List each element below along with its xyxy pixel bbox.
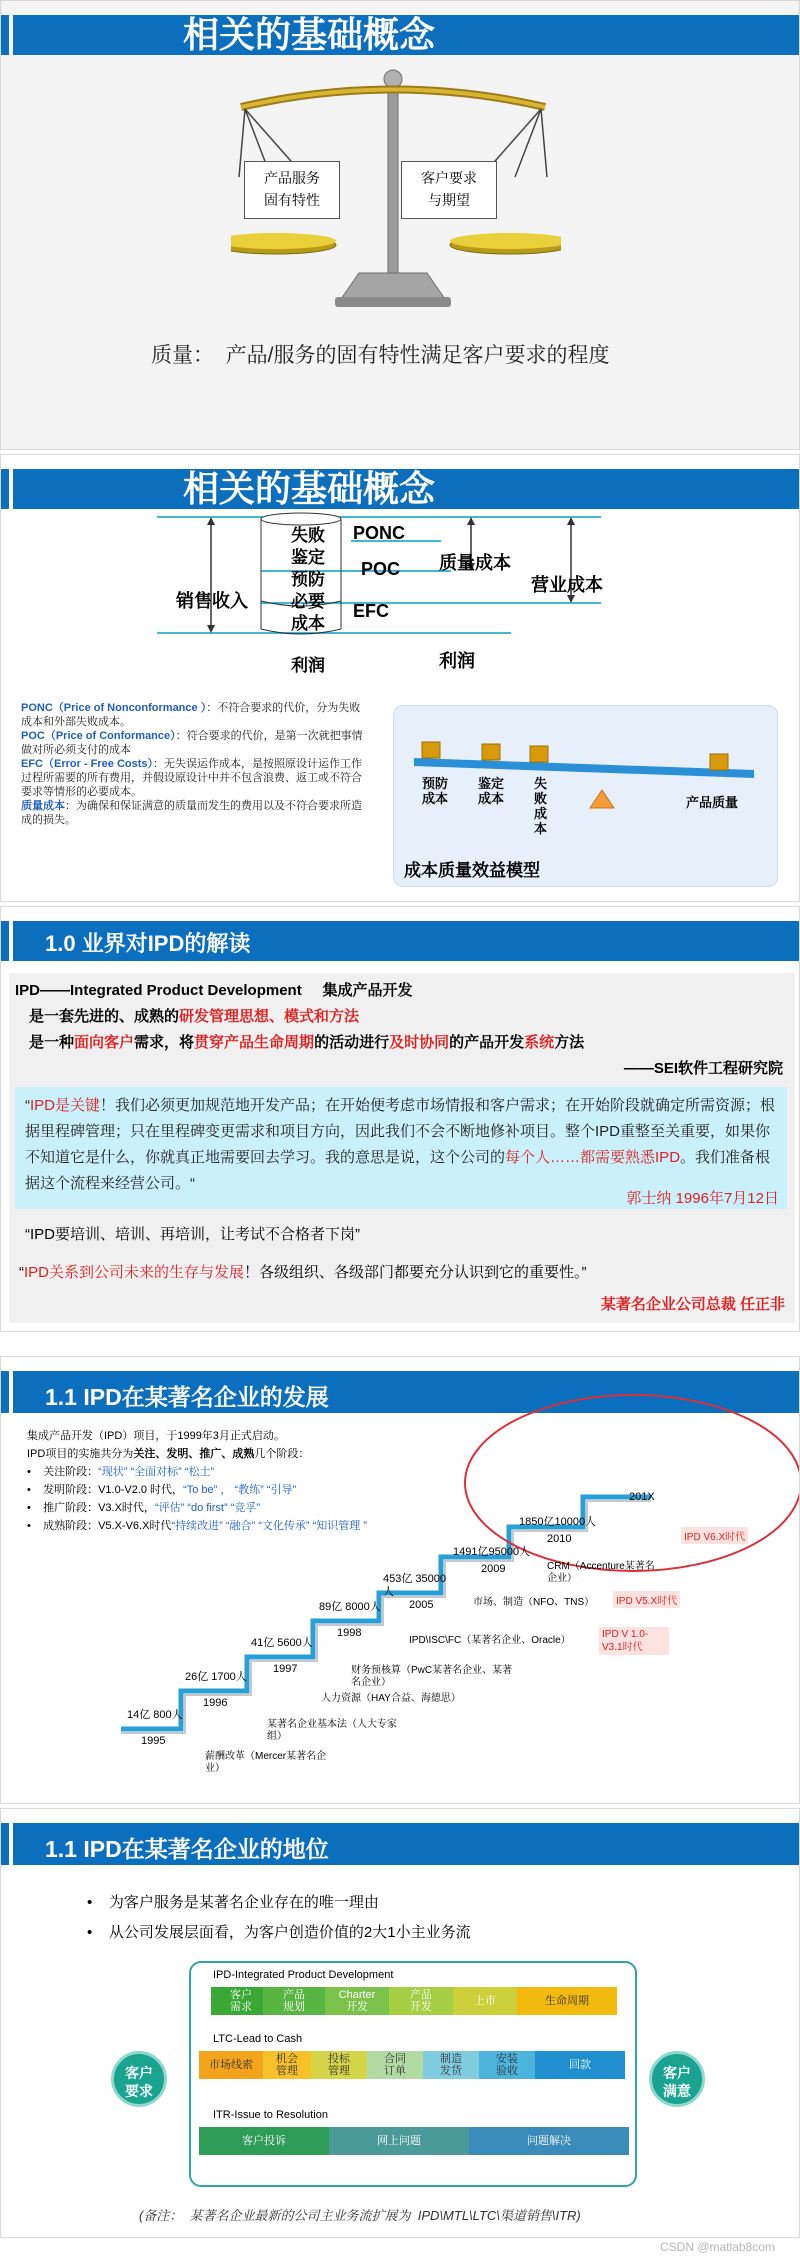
ipd-step-6: 生命周期 — [517, 1987, 617, 2015]
profit-label: 利润 — [439, 651, 475, 671]
phase-label: 关注阶段： — [43, 1466, 99, 1478]
stack-label-2: 鉴定 — [291, 548, 325, 567]
step-desc-1995: 薪酬改革（Mercer某著名企业） — [205, 1751, 327, 1774]
ren-signature: 某著名企业公司总裁 任正非 — [600, 1296, 785, 1313]
step-desc-2005: IPD\ISC\FC（某著名企业、Oracle） — [409, 1635, 571, 1646]
ipd-line-3g: 的产品开发 — [449, 1034, 525, 1051]
label-product-quality: 产品质量 — [686, 795, 739, 810]
title-accent — [1, 15, 9, 55]
slide-title: 相关的基础概念 — [183, 14, 436, 55]
bullet-1: • 为客户服务是某著名企业存在的唯一理由 — [87, 1894, 379, 1911]
ipd-step-1: 客户 需求 — [211, 1987, 271, 2015]
ponc-label: PONC — [353, 523, 406, 543]
step-year-2010: 2010 — [547, 1533, 572, 1545]
ipd-flow-label: IPD-Integrated Product Development — [213, 1969, 394, 1981]
quote-open: “ — [25, 1097, 30, 1114]
flow-note: (备注： 某著名企业最新的公司主业务流扩展为 IPD\MTL\LTC\渠道销售\ITR) — [139, 2208, 581, 2223]
model-caption: 成本质量效益模型 — [404, 861, 540, 880]
label-appraise-cost: 鉴定 成本 — [478, 776, 505, 806]
definition-efc — [21, 757, 371, 799]
phase-keywords: “现状” “全面对标” “松土” — [98, 1466, 215, 1478]
left-plate-label: 产品服务 固有特性 — [244, 161, 340, 219]
sei-attribution: ——SEI软件工程研究院 — [623, 1060, 783, 1077]
ipd-line: IPD——Integrated Product Development 集成产品开发 — [15, 982, 413, 999]
definition-poc — [21, 729, 371, 757]
future-quote — [19, 1261, 587, 1282]
step-desc-2010: CRM（Accenture某著名企业） — [547, 1561, 655, 1584]
quote-signature: 郭士纳 1996年7月12日 — [626, 1190, 779, 1207]
bullet-1-text: 为客户服务是某著名企业存在的唯一理由 — [108, 1894, 379, 1911]
ipd-step-3: Charter 开发 — [325, 1987, 389, 2015]
step-revenue-2009: 1491亿95000人 — [453, 1546, 531, 1558]
ipd-line-3a: 是一种 — [29, 1034, 75, 1051]
label-prevent-cost: 预防 成本 — [422, 776, 449, 806]
step-year-2005: 2005 — [409, 1599, 434, 1611]
step-desc-1996: 某著名企业基本法（人大专家组） — [267, 1719, 397, 1742]
bullet-2: • 从公司发展层面看，为客户创造价值的2大1小主业务流 — [87, 1924, 471, 1941]
phase-keywords: “To be” ， “教练” “引导” — [183, 1484, 297, 1496]
term-quality-cost: 质量成本 — [21, 800, 65, 812]
phase-label: 发明阶段：V1.0-V2.0 时代， — [43, 1484, 184, 1496]
customer-satisfy-bubble: 客户 满意 — [649, 2051, 705, 2107]
def-poc: ：符合要求的代价，是第一次就把事情做对所必须支付的成本 — [21, 730, 363, 756]
intro-line-1: 集成产品开发（IPD）项目，于1999年3月正式启动。 — [27, 1430, 285, 1442]
term-efc: EFC（Error - Free Costs） — [21, 758, 154, 770]
quote-end: 。我们准备根据这个流程来经营公司。“ — [25, 1149, 771, 1192]
quality-cost-label: 质量成本 — [439, 553, 511, 573]
slide-title: 1.1 IPD在某著名企业的地位 — [45, 1836, 329, 1862]
ltc-step-7: 回款 — [535, 2051, 625, 2079]
itr-step-1: 客户投诉 — [199, 2127, 329, 2155]
cost-quality-model — [393, 705, 778, 887]
stack-label-5: 成本 — [291, 614, 325, 633]
ipd-line-2a: 是一套先进的、成熟的 — [29, 1008, 180, 1025]
slide-ipd-position — [0, 1808, 800, 2238]
step-revenue-1997: 41亿 5600人 — [251, 1637, 313, 1649]
slide-ipd-development — [0, 1356, 800, 1804]
step-year-1995: 1995 — [141, 1735, 166, 1747]
stack-label-3: 预防 — [291, 570, 325, 589]
ltc-step-1: 市场线索 — [199, 2051, 263, 2079]
phase-label: 推广阶段：V3.X时代， — [43, 1502, 155, 1514]
ipd-line-2 — [29, 1005, 359, 1026]
future-quote-key: IPD关系到公司未来的生存与发展 — [24, 1264, 245, 1281]
stack-label-1: 失败 — [291, 526, 325, 545]
phase-keywords: “持续改进” “融合” “文化传承” “知识管理 ” — [171, 1520, 367, 1532]
slide-ipd-interpretation — [0, 906, 800, 1332]
operating-cost-label: 营业成本 — [531, 575, 603, 595]
intro-2b: 关注、发明、推广、成熟 — [133, 1448, 255, 1460]
step-year-1997: 1997 — [273, 1663, 298, 1675]
step-revenue-1996: 26亿 1700人 — [185, 1671, 247, 1683]
definition-ponc — [21, 701, 371, 729]
ipd-line-3c: 需求，将 — [134, 1034, 195, 1051]
bullet-2-text: 从公司发展层面看，为客户创造价值的2大1小主业务流 — [108, 1924, 471, 1941]
ltc-flow-label: LTC-Lead to Cash — [213, 2033, 303, 2045]
slide-cost-concepts — [0, 454, 800, 902]
ipd-step-4: 产品 开发 — [389, 1987, 453, 2015]
future-quote-rest: ！各级组织、各级部门都要充分认识到它的重要性。” — [244, 1264, 587, 1281]
intro-2c: 几个阶段： — [254, 1448, 310, 1460]
slide-quality-definition — [0, 0, 800, 450]
itr-step-2: 网上问题 — [329, 2127, 469, 2155]
training-quote: “IPD要培训、培训、再培训，让考试不合格者下岗” — [25, 1226, 360, 1243]
ipd-line-2b: 研发管理思想、模式和方法 — [179, 1008, 360, 1025]
stack-label-4: 必要 — [291, 592, 325, 611]
ipd-step-2: 产品 规划 — [263, 1987, 325, 2015]
step-year-2009: 2009 — [481, 1563, 506, 1575]
ltc-step-4: 合同 订单 — [367, 2051, 423, 2079]
tag-ipd-v1: IPD V 1.0-V3.1时代 — [599, 1627, 669, 1655]
intro-2a: IPD项目的实施共分为 — [27, 1448, 134, 1460]
step-desc-2009: 市场、制造（NFO、TNS） — [473, 1597, 595, 1608]
quote-body: ！我们必须更加规范地开发产品；在开始便考虑市场情报和客户需求；在开始阶段就确定所需资源；根据里程碑管理；只在里程碑变更需求和项目方向，因此我们不会不断地修补项目。整个IPD重整至关重要，如果你不知道它是什么，你就真正地需要回去学习。我的意思是说，这个公司的 — [25, 1097, 776, 1166]
itr-step-3: 问题解决 — [469, 2127, 629, 2155]
ipd-step-5: 上市 — [453, 1987, 517, 2015]
sales-income-label: 销售收入 — [176, 591, 248, 611]
ipd-line-3h: 系统 — [524, 1034, 555, 1051]
step-year-201x: 201X — [629, 1491, 655, 1503]
step-desc-1997: 人力资源（HAY合益、海德思） — [321, 1693, 461, 1704]
ipd-line-3f: 及时协同 — [389, 1034, 450, 1051]
label-fail-cost: 失 败 成 本 — [534, 776, 548, 836]
def-ponc: ：不符合要求的代价，分为失败成本和外部失败成本。 — [21, 702, 361, 728]
phase-item: • 成熟阶段：V5.X-V6.X时代“持续改进” “融合” “文化传承” “知识管理 ” — [27, 1520, 367, 1532]
slide-title: 相关的基础概念 — [183, 468, 436, 509]
slide-title: 1.0 业界对IPD的解读 — [45, 931, 251, 956]
step-revenue-1995: 14亿 800人 — [127, 1709, 183, 1721]
step-desc-1998: 财务预核算（PwC某著名企业、某著名企业） — [351, 1665, 513, 1688]
ipd-line-3i: 方法 — [554, 1034, 585, 1051]
step-year-1996: 1996 — [203, 1697, 228, 1709]
def-quality-cost: ：为确保和保证满意的质量而发生的费用以及不符合要求所造成的损失。 — [21, 800, 362, 826]
step-revenue-1998: 89亿 8000人 — [319, 1601, 381, 1613]
ipd-line-3d: 贯穿产品生命周期 — [194, 1034, 315, 1051]
step-revenue-2005: 453亿 35000人 — [383, 1573, 446, 1598]
phase-keywords: “评估” “do first” “竞孚” — [154, 1502, 261, 1514]
poc-label: POC — [361, 559, 401, 579]
right-plate-label: 客户要求 与期望 — [401, 161, 497, 219]
tag-ipd-v5: IPD V5.X时代 — [613, 1591, 680, 1608]
ltc-step-6: 安装 验收 — [479, 2051, 535, 2079]
definition-quality-cost — [21, 799, 371, 827]
customer-need-bubble: 客户 要求 — [111, 2051, 167, 2107]
watermark: CSDN @matlab8com — [660, 2240, 775, 2254]
ipd-line-3b: 面向客户 — [74, 1034, 135, 1051]
phase-item: • 关注阶段：“现状” “全面对标” “松土” — [27, 1466, 215, 1478]
ltc-step-5: 制造 发货 — [423, 2051, 479, 2079]
title-accent — [1, 1823, 9, 1865]
stack-label-6: 利润 — [291, 656, 325, 675]
quote-highlight: 每个人……都需要熟悉IPD — [505, 1149, 681, 1166]
title-accent — [1, 469, 9, 509]
future-quote-open: “ — [19, 1264, 24, 1281]
quote-key: IPD是关键 — [30, 1097, 101, 1114]
ipd-line-3 — [29, 1031, 584, 1052]
step-year-1998: 1998 — [337, 1627, 362, 1639]
definitions-block — [21, 701, 371, 827]
ltc-step-3: 投标 管理 — [311, 2051, 367, 2079]
def-efc: ：无失误运作成本，是按照原设计运作工作过程所需要的所有费用，并假设原设计中并不包含浪费、返工或不符合要求等情形的必要成本。 — [21, 758, 363, 798]
efc-label: EFC — [353, 601, 389, 621]
phase-item: • 发明阶段：V1.0-V2.0 时代，“To be” ， “教练” “引导” — [27, 1484, 297, 1496]
ltc-step-2: 机会 管理 — [263, 2051, 311, 2079]
ipd-line-3e: 的活动进行 — [314, 1034, 390, 1051]
term-poc: POC（Price of Conformance） — [21, 730, 176, 742]
slide-title: 1.1 IPD在某著名企业的发展 — [45, 1384, 329, 1410]
term-ponc: PONC（Price of Nonconformance ） — [21, 702, 207, 714]
quality-caption: 质量： 产品/服务的固有特性满足客户要求的程度 — [151, 344, 610, 367]
itr-flow-label: ITR-Issue to Resolution — [213, 2109, 328, 2121]
phase-item: • 推广阶段：V3.X时代，“评估” “do first” “竞孚” — [27, 1502, 261, 1514]
step-revenue-2010: 1850亿10000人 — [519, 1516, 597, 1528]
tag-ipd-v6: IPD V6.X时代 — [681, 1527, 748, 1544]
title-accent — [1, 921, 9, 961]
phase-label: 成熟阶段：V5.X-V6.X时代 — [43, 1520, 172, 1532]
